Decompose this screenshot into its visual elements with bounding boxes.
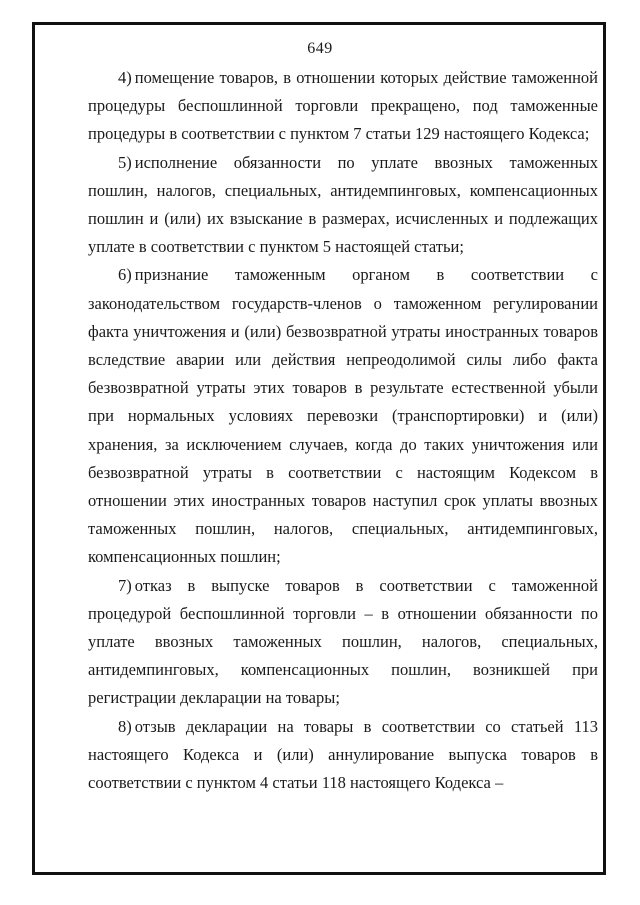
item-text: помещение товаров, в отношении которых действие таможенной процедуры беспошлинной торговли прекращено, под таможенные процедуры в соответствии с пунктом 7 статьи 129 настоящего Кодекса; — [88, 68, 598, 144]
item-number: 7) — [118, 575, 132, 595]
list-item — [88, 261, 598, 571]
item-text: исполнение обязанности по уплате ввозных таможенных пошлин, налогов, специальных, антидемпинговых, компенсационных пошлин и (или) их взыскание в размерах, исчисленных и подлежащих уплате в соответствии с пунктом 5 настоящей статьи; — [88, 152, 598, 257]
list-item — [88, 572, 598, 713]
item-number: 5) — [118, 152, 132, 172]
document-body — [88, 64, 598, 797]
list-item — [88, 713, 598, 798]
item-text: отказ в выпуске товаров в соответствии с таможенной процедурой беспошлинной торговли – в отношении обязанности по уплате ввозных таможенных пошлин, налогов, специальных, антидемпинговых, компенсационных пошлин, возникшей при регистрации декларации на товары; — [88, 575, 598, 708]
page-number: 649 — [307, 40, 333, 57]
item-text: отзыв декларации на товары в соответствии со статьей 113 настоящего Кодекса и (или) аннулирование выпуска товаров в соответствии с пунктом 4 статьи 118 настоящего Кодекса – — [88, 716, 598, 793]
item-number: 4) — [118, 68, 132, 87]
item-number: 8) — [118, 716, 132, 736]
item-text: признание таможенным органом в соответствии с законодательством государств-членов о таможенном регулировании факта уничтожения и (или) безвозвратной утраты иностранных товаров вследствие аварии или действия непреодолимой силы либо факта безвозвратной утраты этих товаров в результате естественной убыли при нормальных условиях перевозки (транспортировки) и (или) хранения, за исключением случаев, когда до таких уничтожения или безвозвратной утраты в соответствии с настоящим Кодексом в отношении этих иностранных товаров наступил срок уплаты ввозных таможенных пошлин, налогов, специальных, антидемпинговых, компенсационных пошлин; — [88, 265, 598, 567]
list-item — [88, 64, 598, 149]
list-item — [88, 149, 598, 262]
item-number: 6) — [118, 265, 132, 285]
